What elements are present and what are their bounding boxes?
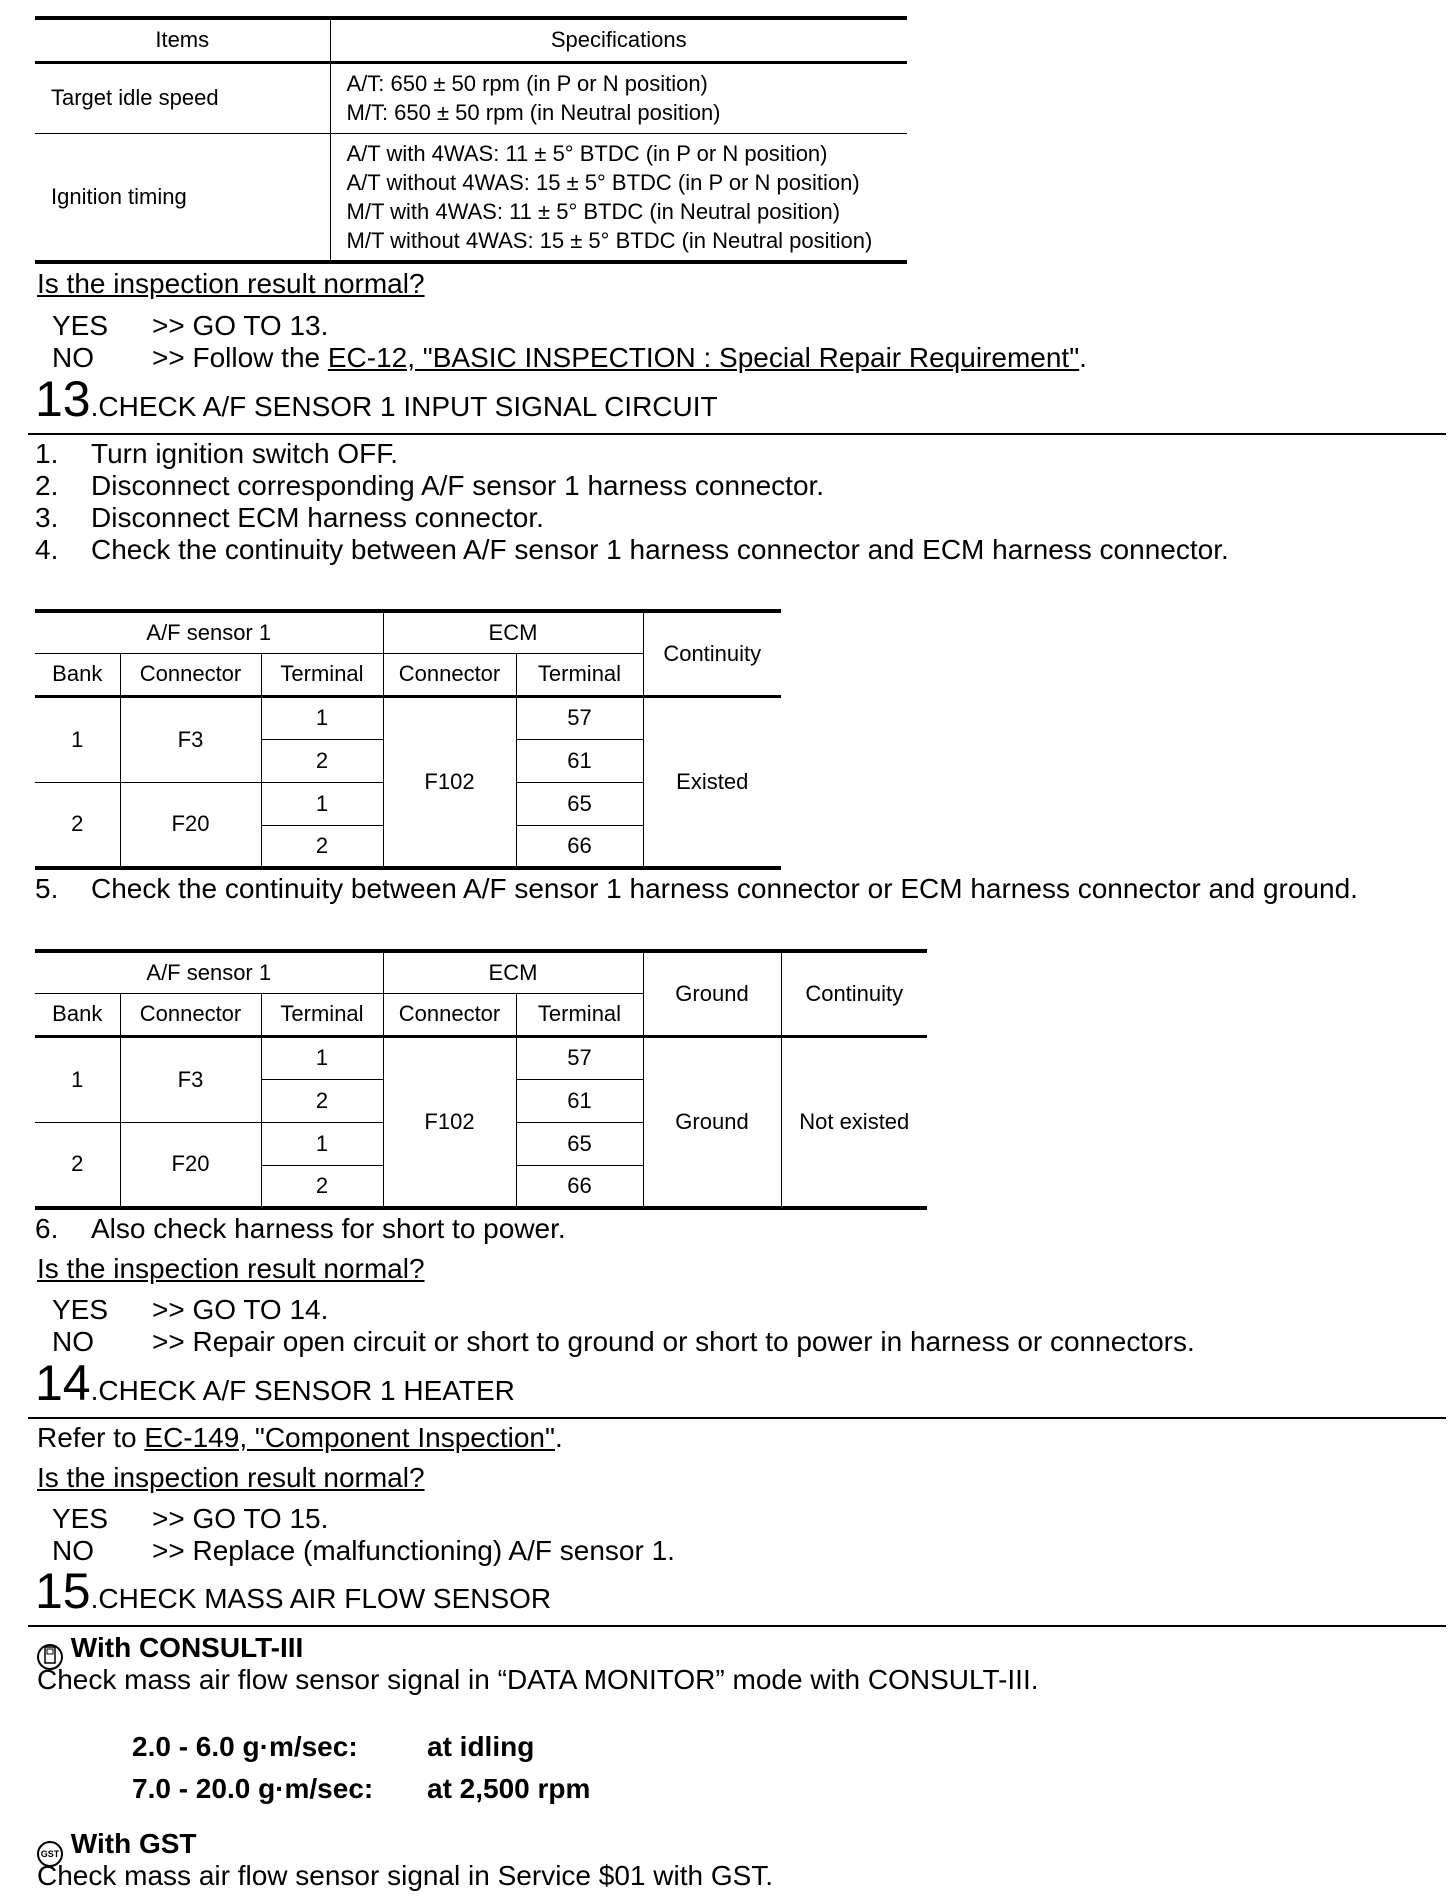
spec-line: M/T: 650 ± 50 rpm (in Neutral position) — [346, 100, 721, 125]
ecm-terminal-cell: 57 — [516, 1036, 643, 1079]
step-divider — [28, 1625, 1446, 1627]
list-number: 6. — [35, 1213, 59, 1244]
bank-header: Bank — [35, 653, 120, 696]
af-sensor-group-header: A/F sensor 1 — [35, 951, 383, 993]
refer-suffix: . — [554, 1422, 563, 1453]
af-sensor-group-header: A/F sensor 1 — [35, 611, 383, 653]
connector-cell: F20 — [120, 782, 261, 868]
ground-continuity-table — [35, 949, 927, 1210]
ecm-group-header: ECM — [383, 951, 643, 993]
value-condition: at 2,500 rpm — [427, 1773, 591, 1804]
bank-cell: 2 — [35, 1122, 120, 1208]
spec-item-ignition-timing: Ignition timing — [35, 133, 330, 262]
step-title: .CHECK MASS AIR FLOW SENSOR — [90, 1583, 552, 1614]
step-title: .CHECK A/F SENSOR 1 HEATER — [90, 1375, 515, 1406]
gst-heading-text: With GST — [70, 1828, 197, 1859]
consult-heading-text: With CONSULT-III — [70, 1632, 304, 1663]
no-label: NO — [52, 342, 94, 373]
terminal-header: Terminal — [261, 993, 383, 1036]
bank-cell: 1 — [35, 1036, 120, 1122]
no-action: >> Replace (malfunctioning) A/F sensor 1. — [152, 1535, 675, 1566]
bank-header: Bank — [35, 993, 120, 1036]
continuity-table — [35, 609, 781, 870]
yes-label: YES — [52, 310, 109, 341]
component-inspection-link[interactable]: EC-149, "Component Inspection" — [144, 1422, 555, 1453]
connector-cell: F3 — [120, 696, 261, 782]
yes-label: YES — [52, 1294, 109, 1325]
continuity-header: Continuity — [781, 951, 927, 1036]
list-item — [35, 873, 1358, 905]
list-number: 4. — [35, 534, 59, 565]
step-number: 15 — [35, 1563, 91, 1619]
inspection-question: Is the inspection result normal? — [37, 268, 425, 299]
value-condition: at idling — [427, 1731, 535, 1762]
spec-item-idle-speed: Target idle speed — [35, 62, 330, 133]
ecm-terminal-cell: 66 — [516, 1165, 643, 1208]
terminal-cell: 2 — [261, 825, 383, 868]
no-label: NO — [52, 1535, 94, 1566]
step-title: .CHECK A/F SENSOR 1 INPUT SIGNAL CIRCUIT — [90, 391, 718, 422]
yes-action: >> GO TO 13. — [152, 310, 329, 341]
terminal-cell: 1 — [261, 1036, 383, 1079]
value-range: 2.0 - 6.0 g·m/sec: — [132, 1731, 358, 1762]
yes-action: >> GO TO 15. — [152, 1503, 329, 1534]
spec-line: A/T without 4WAS: 15 ± 5° BTDC (in P or N position) — [346, 169, 860, 195]
step-14-heading — [35, 1355, 515, 1411]
ecm-group-header: ECM — [383, 611, 643, 653]
ecm-terminal-cell: 61 — [516, 739, 643, 782]
no-label: NO — [52, 1326, 94, 1357]
list-number: 1. — [35, 438, 59, 469]
no-action-text: >> Follow the — [152, 342, 328, 373]
spec-header-specifications: Specifications — [330, 18, 907, 62]
continuity-result: Not existed — [781, 1036, 927, 1208]
inspection-question: Is the inspection result normal? — [37, 1462, 425, 1493]
no-action: >> Repair open circuit or short to ground or short to power in harness or connectors. — [152, 1326, 1195, 1357]
list-item — [35, 470, 1229, 502]
terminal-cell: 2 — [261, 739, 383, 782]
ecm-terminal-cell: 57 — [516, 696, 643, 739]
connector-cell: F3 — [120, 1036, 261, 1122]
no-action-suffix: . — [1079, 342, 1087, 373]
value-range: 7.0 - 20.0 g·m/sec: — [132, 1773, 374, 1804]
ground-cell: Ground — [643, 1036, 781, 1208]
step-divider — [28, 433, 1446, 435]
spec-value-idle-speed — [330, 62, 907, 133]
ecm-connector-header: Connector — [383, 993, 516, 1036]
step-divider — [28, 1417, 1446, 1419]
terminal-cell: 2 — [261, 1165, 383, 1208]
bank-cell: 1 — [35, 696, 120, 782]
continuity-header: Continuity — [643, 611, 781, 696]
list-text: Check the continuity between A/F sensor 1 harness connector and ECM harness connector. — [91, 534, 1229, 565]
step-15-heading — [35, 1563, 552, 1619]
refer-line — [37, 1422, 563, 1454]
list-number: 5. — [35, 873, 59, 904]
ecm-terminal-cell: 61 — [516, 1079, 643, 1122]
terminal-cell: 1 — [261, 1122, 383, 1165]
continuity-result: Existed — [643, 696, 781, 868]
list-text: Check the continuity between A/F sensor 1 harness connector or ECM harness connector and ground. — [91, 873, 1358, 904]
list-text: Turn ignition switch OFF. — [91, 438, 399, 469]
list-item — [35, 438, 1229, 470]
spec-line: M/T without 4WAS: 15 ± 5° BTDC (in Neutral position) — [346, 227, 873, 253]
list-number: 3. — [35, 502, 59, 533]
list-item — [35, 1213, 566, 1245]
step-13-list — [35, 438, 1229, 566]
spec-line: M/T with 4WAS: 11 ± 5° BTDC (in Neutral position) — [346, 198, 841, 224]
ecm-terminal-header: Terminal — [516, 993, 643, 1036]
connector-header: Connector — [120, 653, 261, 696]
no-action — [152, 342, 1087, 374]
basic-inspection-link[interactable]: EC-12, "BASIC INSPECTION : Special Repair Requirement" — [327, 342, 1080, 373]
bank-cell: 2 — [35, 782, 120, 868]
list-text: Disconnect corresponding A/F sensor 1 harness connector. — [91, 470, 825, 501]
terminal-cell: 1 — [261, 782, 383, 825]
terminal-header: Terminal — [261, 653, 383, 696]
step-13-heading — [35, 371, 718, 427]
terminal-cell: 2 — [261, 1079, 383, 1122]
spec-value-ignition-timing — [330, 133, 907, 262]
spec-table — [35, 16, 907, 264]
list-text: Also check harness for short to power. — [91, 1213, 566, 1244]
ecm-connector-cell: F102 — [383, 1036, 516, 1208]
connector-header: Connector — [120, 993, 261, 1036]
ecm-terminal-cell: 65 — [516, 782, 643, 825]
ecm-connector-header: Connector — [383, 653, 516, 696]
spec-line: A/T with 4WAS: 11 ± 5° BTDC (in P or N position) — [346, 140, 828, 166]
yes-action: >> GO TO 14. — [152, 1294, 329, 1325]
ground-header: Ground — [643, 951, 781, 1036]
ecm-terminal-cell: 65 — [516, 1122, 643, 1165]
ecm-terminal-header: Terminal — [516, 653, 643, 696]
consult-instruction: Check mass air flow sensor signal in “DATA MONITOR” mode with CONSULT-III. — [37, 1664, 1039, 1695]
spec-line: A/T: 650 ± 50 rpm (in P or N position) — [346, 71, 708, 96]
refer-text: Refer to — [37, 1422, 145, 1453]
inspection-question: Is the inspection result normal? — [37, 1253, 425, 1284]
list-number: 2. — [35, 470, 59, 501]
step-number: 13 — [35, 371, 91, 427]
terminal-cell: 1 — [261, 696, 383, 739]
step-number: 14 — [35, 1355, 91, 1411]
gst-instruction: Check mass air flow sensor signal in Service $01 with GST. — [37, 1860, 774, 1891]
gst-icon: GST — [37, 1841, 63, 1867]
ecm-connector-cell: F102 — [383, 696, 516, 868]
list-item — [35, 502, 1229, 534]
list-text: Disconnect ECM harness connector. — [91, 502, 544, 533]
connector-cell: F20 — [120, 1122, 261, 1208]
list-item — [35, 534, 1229, 566]
spec-header-items: Items — [35, 18, 330, 62]
yes-label: YES — [52, 1503, 109, 1534]
ecm-terminal-cell: 66 — [516, 825, 643, 868]
